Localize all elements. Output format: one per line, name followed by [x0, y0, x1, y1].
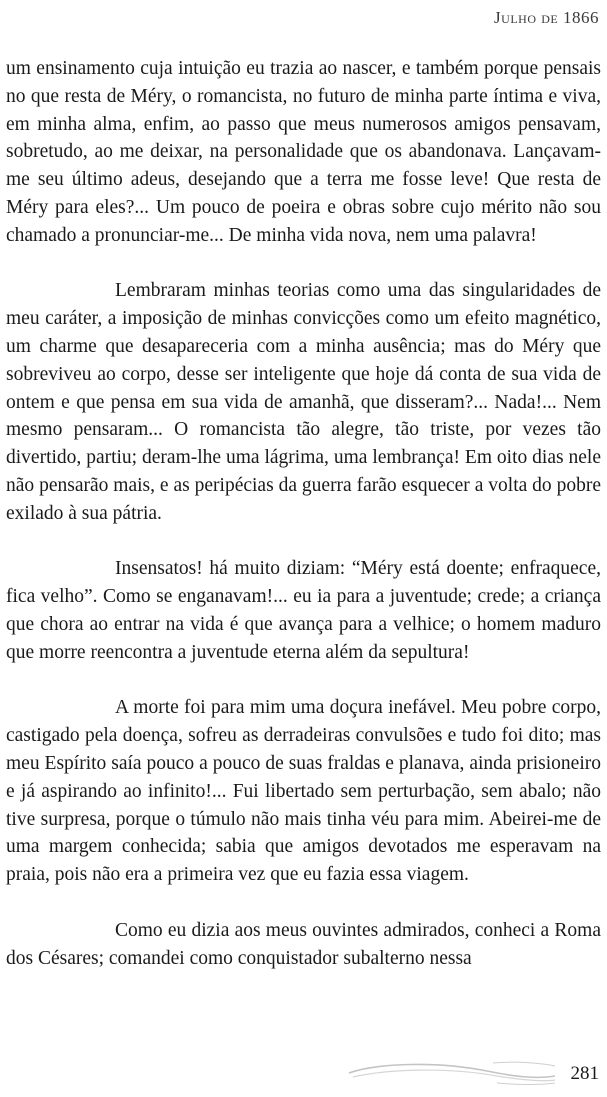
paragraph: Como eu dizia aos meus ouvintes admirados, conheci a Roma dos Césares; comandei como conquistador subalterno nessa: [6, 919, 601, 969]
page-number: 281: [570, 1063, 599, 1084]
paragraph: Lembraram minhas teorias como uma das singularidades de meu caráter, a imposição de minhas convicções como um efeito magnético, um charme que desapareceria com a minha ausência; mas do Méry que sobreviveu ao corpo, desse ser inteligente que hoje dá conta de sua vida de ontem e que pensa em sua vida de amanhã, que disseram?... Nada!... Nem mesmo pensaram... O romancista tão alegre, tão triste, por vezes tão divertido, partiu; deram-lhe uma lágrima, uma lembrança! Em oito dias nele não pensarão mais, e as peripécias da guerra farão esquecer a volta do pobre exilado à sua pátria.: [6, 280, 601, 524]
paragraph: A morte foi para mim uma doçura inefável. Meu pobre corpo, castigado pela doença, sofreu as derradeiras convulsões e tudo foi dito; mas meu Espírito saía pouco a pouco de suas fraldas e planava, ainda prisioneiro e já aspirando ao infinito!... Fui libertado sem perturbação, sem abalo; não tive surpresa, porque o túmulo não mais tinha véu para mim. Abeirei-me de uma margem conhecida; sabia que amigos devotados me esperavam na praia, pois não era a primeira vez que eu fazia essa viagem.: [6, 697, 601, 886]
paragraph: Insensatos! há muito diziam: “Méry está doente; enfraquece, fica velho”. Como se enganavam!... eu ia para a juventude; crede; a criança que chora ao entrar na vida é que avança para a velhice; o homem maduro que morre reencontra a juventude eterna além da sepultura!: [6, 558, 601, 663]
paragraph-continuation: um ensinamento cuja intuição eu trazia ao nascer, e também porque pensais no que resta de Méry, o romancista, no futuro de minha parte íntima e viva, em minha alma, enfim, ao passo que meus numerosos amigos pensavam, sobretudo, ao me deixar, na personalidade que os abandonava. Lançavam-me seu último adeus, desejando que a terra me fosse leve! Que resta de Méry para eles?... Um pouco de poeira e obras sobre cujo mérito não sou chamado a pronunciar-me... De minha vida nova, nem uma palavra!: [6, 58, 601, 246]
footer-swoosh-ornament: [347, 1049, 557, 1089]
running-head: Julho de 1866: [494, 8, 599, 27]
body-text: [6, 55, 601, 972]
